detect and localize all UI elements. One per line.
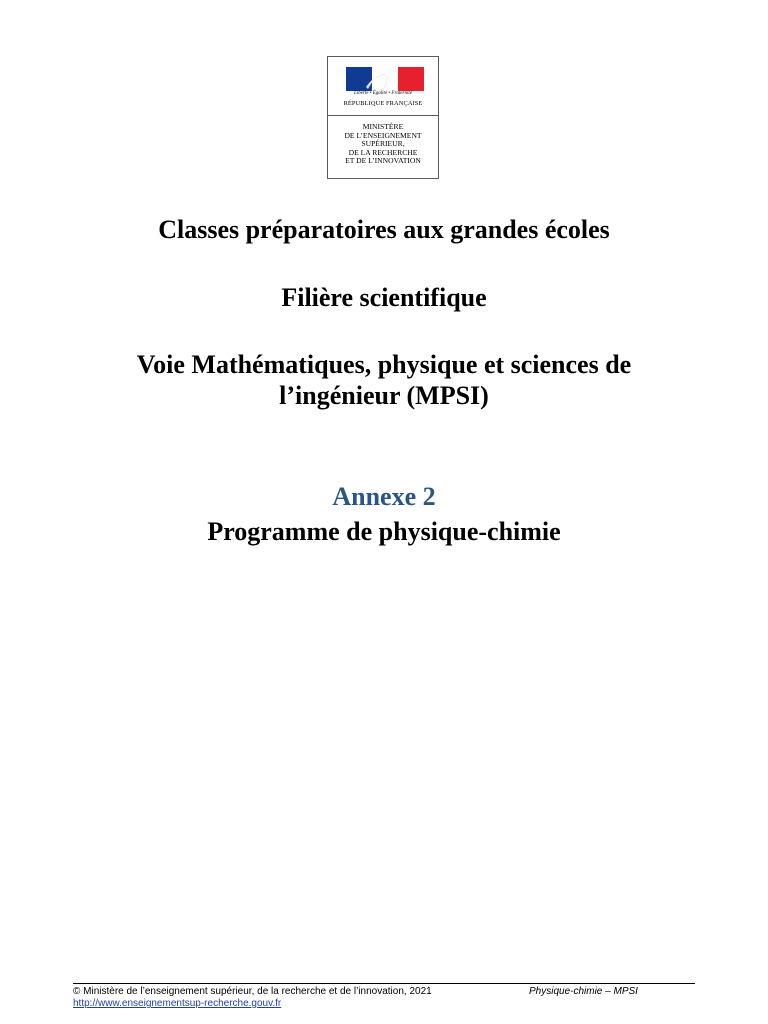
title-voie-line2: l’ingénieur (MPSI): [279, 381, 489, 410]
ministry-line: ET DE L’INNOVATION: [345, 156, 421, 166]
logo-ministry-name: [328, 123, 438, 166]
ministry-line: DE LA RECHERCHE: [348, 147, 418, 157]
title-filiere: Filière scientifique: [281, 283, 487, 312]
title-classes-preparatoires: Classes préparatoires aux grandes écoles: [158, 215, 610, 244]
ministry-line: SUPÉRIEUR,: [361, 139, 405, 149]
logo-republique: RÉPUBLIQUE FRANÇAISE: [343, 100, 423, 107]
ministry-logo: [327, 56, 439, 179]
marianne-flag-icon: [346, 67, 424, 91]
footer-divider: [73, 983, 695, 984]
footer-subject: Physique-chimie – MPSI: [529, 986, 638, 997]
logo-motto: Liberté • Égalité • Fraternité: [354, 91, 412, 96]
ministry-line: DE L’ENSEIGNEMENT: [344, 130, 422, 140]
title-voie-line1: Voie Mathématiques, physique et sciences de: [136, 350, 632, 379]
logo-top-section: [328, 57, 438, 116]
title-annexe: Annexe 2: [332, 482, 436, 511]
ministry-line: MINISTÈRE: [362, 122, 404, 131]
footer-copyright: © Ministère de l’enseignement supérieur, de la recherche et de l’innovation, 2021: [73, 986, 432, 997]
title-programme: Programme de physique-chimie: [207, 517, 561, 546]
title-voie: [0, 349, 768, 411]
footer-website-link[interactable]: http://www.enseignementsup-recherche.gouv.fr: [73, 998, 282, 1009]
